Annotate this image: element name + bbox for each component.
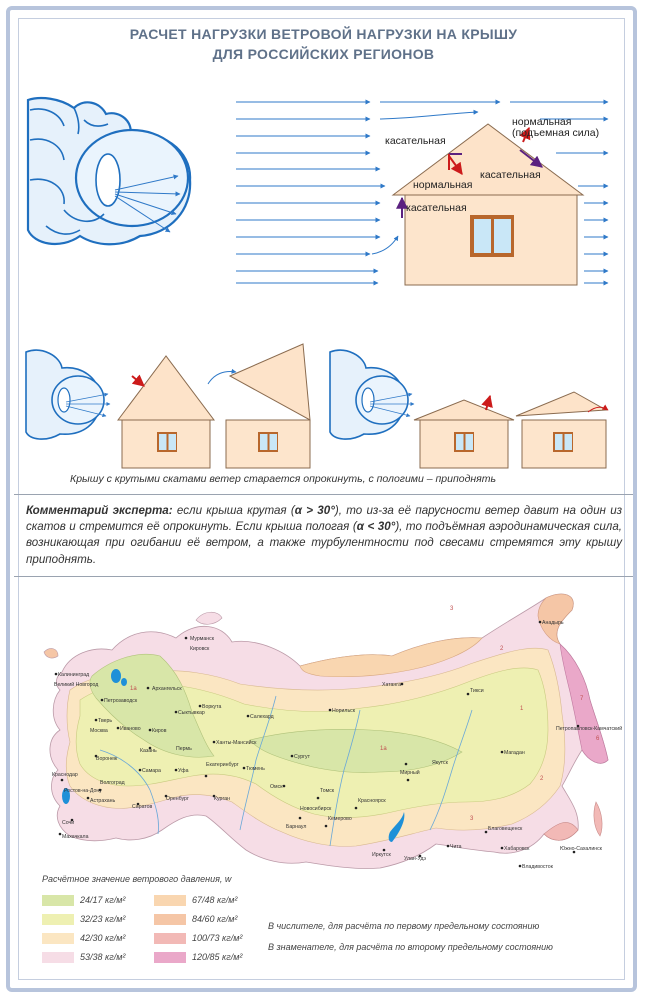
legend-swatch	[154, 933, 186, 944]
comment-part3: ), то подъёмная аэродинамическая сила, возникающая при огибании её ветром, а также турбулентности под свесами стремятся эту крышу приподнять.	[26, 520, 622, 566]
city-label: Сургут	[294, 754, 311, 760]
city-label: Иркутск	[372, 852, 391, 858]
comment-angle1: α > 30°	[294, 504, 335, 517]
city-label: Иваново	[120, 726, 141, 732]
label-normal-left: нормальная	[413, 179, 473, 191]
map-legend-title: Расчётное значение ветрового давления, w	[42, 874, 232, 884]
city-label: Ханты-Мансийск	[216, 740, 257, 746]
steep-roof-tipping	[208, 344, 310, 468]
city-label: Курган	[214, 796, 230, 802]
svg-text:1а: 1а	[130, 686, 137, 692]
label-normal-lift-1: нормальная	[512, 116, 572, 128]
city-label: Южно-Сахалинск	[560, 846, 602, 852]
city-label: Махачкала	[62, 834, 89, 840]
city-label: Хабаровск	[504, 846, 530, 852]
city-label: Барнаул	[286, 824, 307, 830]
svg-text:1а: 1а	[380, 746, 387, 752]
city-label: Улан-Удэ	[404, 856, 427, 862]
steep-roof-house	[118, 356, 214, 468]
svg-text:3: 3	[470, 816, 474, 822]
city-label: Уфа	[178, 768, 189, 774]
legend-item-6	[154, 933, 242, 944]
city-label: Тикси	[470, 688, 484, 694]
gentle-roof-house	[414, 396, 514, 468]
city-label: Салехард	[250, 714, 274, 720]
city-label: Томск	[320, 788, 335, 794]
label-tangent-right: касательная	[480, 169, 541, 181]
label-normal-lift-2: (подъемная сила)	[512, 127, 600, 139]
city-label: Новосибирск	[300, 806, 332, 812]
city-label: Киров	[152, 728, 167, 734]
svg-text:7: 7	[580, 696, 584, 702]
wind-cloud-icon	[28, 98, 190, 244]
page-title-line1: РАСЧЕТ НАГРУЗКИ ВЕТРОВОЙ НАГРУЗКИ НА КРЫШУ	[129, 26, 518, 42]
city-label: Норильск	[332, 708, 356, 714]
city-label: Анадырь	[542, 620, 564, 626]
city-label: Мурманск	[190, 636, 214, 642]
city-label: Архангельск	[152, 686, 182, 692]
wind-cloud-small-2-icon	[330, 350, 414, 439]
city-label: Кировск	[190, 646, 210, 652]
city-label: Воркута	[202, 704, 222, 710]
gentle-roof-lifted	[516, 392, 608, 468]
legend-value: 24/17 кг/м²	[80, 895, 126, 905]
city-label: Москва	[90, 728, 108, 734]
comment-lead: Комментарий эксперта:	[26, 504, 173, 517]
divider-bottom	[14, 576, 633, 577]
legend-note-numerator: В числителе, для расчёта по первому предельному состоянию	[268, 921, 540, 931]
legend-item-7	[154, 952, 242, 963]
city-label: Тюмень	[246, 766, 265, 772]
svg-text:1: 1	[520, 706, 524, 712]
legend-value: 42/30 кг/м²	[80, 933, 126, 943]
legend-item-2	[42, 933, 125, 944]
city-label: Ростов-на-Дону	[64, 788, 102, 794]
city-label: Благовещенск	[488, 826, 523, 832]
city-label: Волгоград	[100, 780, 125, 786]
city-label: Воронеж	[96, 756, 118, 762]
legend-item-1a	[42, 895, 125, 906]
roof-slope-caption: Крышу с крутыми скатами ветер старается опрокинуть, с пологими – приподнять	[70, 473, 497, 485]
city-label: Сыктывкар	[178, 710, 205, 716]
legend-value: 84/60 кг/м²	[192, 914, 238, 924]
city-label: Чита	[450, 844, 462, 850]
svg-text:6: 6	[596, 736, 600, 742]
city-label: Петропавловск-Камчатский	[556, 726, 623, 732]
city-label: Омск	[270, 784, 283, 790]
legend-swatch	[42, 933, 74, 944]
wind-forces-diagram	[0, 0, 647, 300]
legend-swatch	[154, 914, 186, 925]
wind-zone-map	[0, 580, 647, 870]
legend-swatch	[42, 895, 74, 906]
city-label: Мирный	[400, 770, 420, 776]
comment-part1: если крыша крутая (	[172, 504, 295, 517]
city-label: Магадан	[504, 750, 525, 756]
city-label: Калининград	[58, 672, 90, 678]
city-label: Самара	[142, 768, 161, 774]
legend-note-denominator: В знаменателе, для расчёта по второму предельному состоянию	[268, 942, 553, 952]
city-label: Владивосток	[522, 864, 553, 870]
expert-comment	[26, 503, 622, 568]
city-label: Екатеринбург	[206, 762, 239, 768]
city-label: Оренбург	[166, 796, 189, 802]
legend-value: 100/73 кг/м²	[192, 933, 243, 943]
label-tangent-wall: касательная	[406, 202, 467, 214]
svg-text:3: 3	[450, 606, 454, 612]
city-label: Саратов	[132, 804, 153, 810]
legend-item-5	[154, 914, 237, 925]
legend-item-4	[154, 895, 237, 906]
legend-value: 67/48 кг/м²	[192, 895, 238, 905]
city-label: Красноярск	[358, 798, 386, 804]
label-tangent-top: касательная	[385, 135, 446, 147]
legend-value: 120/85 кг/м²	[192, 952, 243, 962]
legend-swatch	[42, 914, 74, 925]
page-title-line2: ДЛЯ РОССИЙСКИХ РЕГИОНОВ	[212, 46, 435, 62]
roof-slope-diagrams	[0, 340, 647, 475]
legend-value: 32/23 кг/м²	[80, 914, 126, 924]
city-label: Астрахань	[90, 798, 116, 804]
legend-swatch	[154, 952, 186, 963]
svg-text:2: 2	[500, 646, 504, 652]
legend-swatch	[42, 952, 74, 963]
city-label: Краснодар	[52, 772, 78, 778]
city-label: Петрозаводск	[104, 698, 138, 704]
legend-item-1	[42, 914, 125, 925]
city-label: Якутск	[432, 760, 448, 766]
legend-swatch	[154, 895, 186, 906]
city-label: Великий Новгород	[54, 682, 99, 688]
wind-cloud-small-1-icon	[26, 350, 110, 439]
city-label: Тверь	[98, 718, 113, 724]
divider-top	[14, 494, 633, 495]
city-label: Кемерово	[328, 816, 352, 822]
legend-item-3	[42, 952, 125, 963]
comment-angle2: α < 30°	[356, 520, 396, 534]
city-label: Сочи	[62, 820, 75, 826]
svg-text:2: 2	[540, 776, 544, 782]
city-label: Казань	[140, 748, 157, 754]
legend-value: 53/38 кг/м²	[80, 952, 126, 962]
comment-part2: ), то из-за её парусности ветер давит на один из скатов и стремится её опрокинуть. Если крыша пологая (	[26, 504, 623, 534]
city-label: Пермь	[176, 746, 192, 752]
city-label: Хатанга	[382, 682, 401, 688]
